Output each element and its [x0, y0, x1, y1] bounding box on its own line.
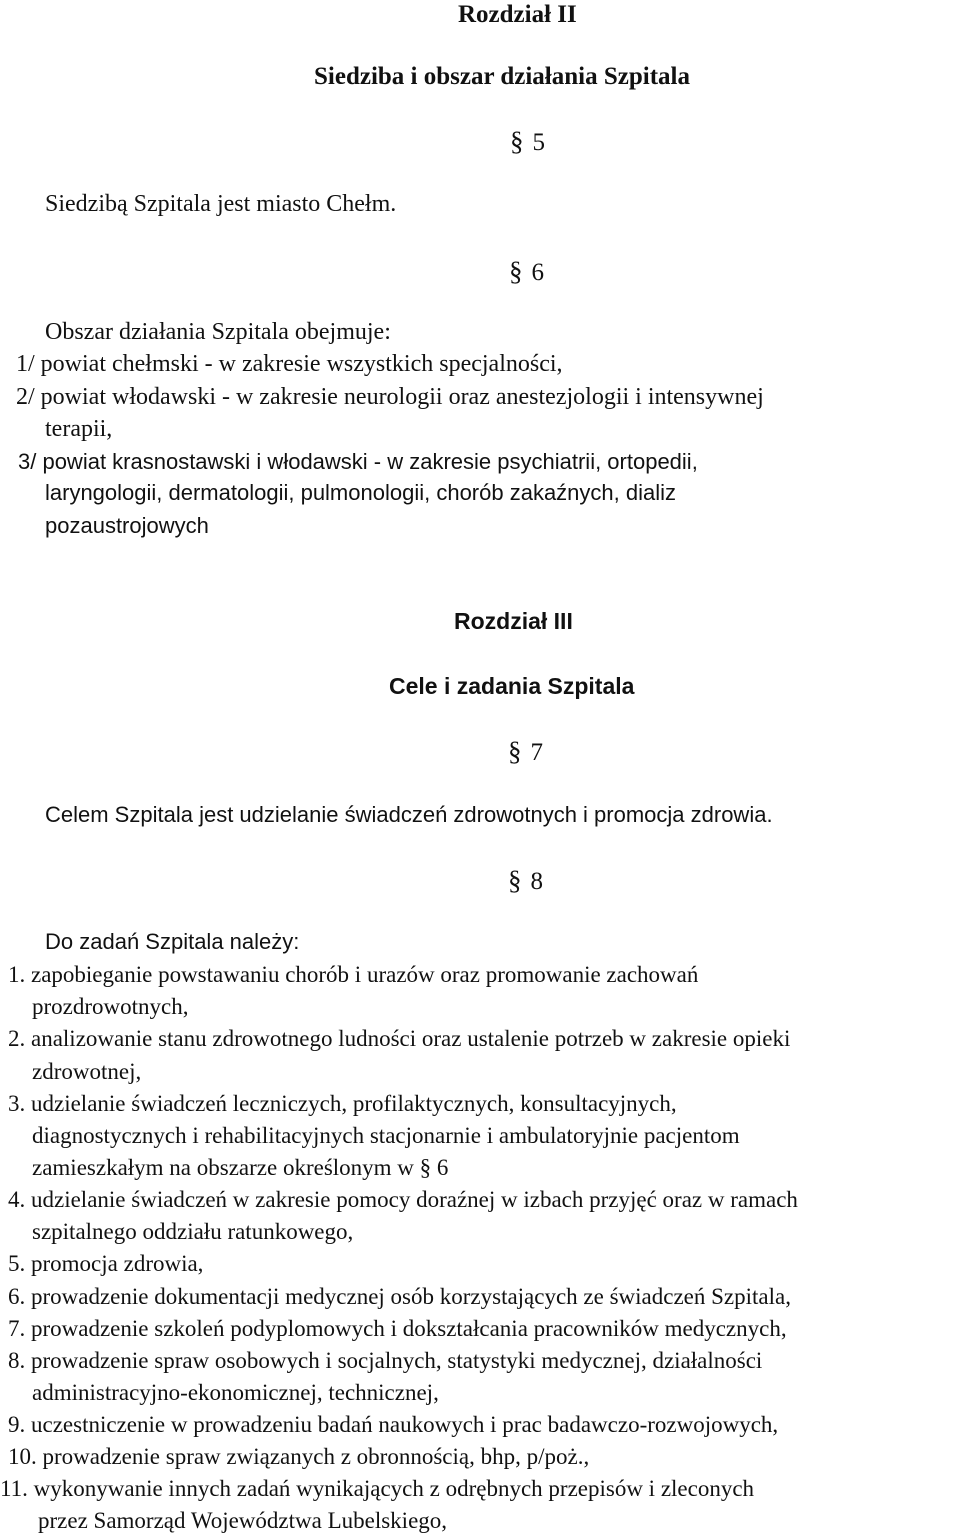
section-sign: § — [510, 126, 524, 156]
task-item-continuation: przez Samorząd Województwa Lubelskiego, — [38, 1508, 448, 1533]
section-number: 5 — [532, 129, 545, 156]
task-item: 9. uczestniczenie w prowadzeniu badań naukowych i prac badawczo-rozwojowych, — [8, 1412, 779, 1437]
section-7-text: Celem Szpitala jest udzielanie świadczeń zdrowotnych i promocja zdrowia. — [45, 802, 773, 827]
chapter-2-subtitle: Siedziba i obszar działania Szpitala — [314, 63, 690, 90]
area-item: 1/ powiat chełmski - w zakresie wszystkich specjalności, — [16, 351, 563, 377]
section-6-marker — [509, 258, 544, 285]
task-item: 6. prowadzenie dokumentacji medycznej osób korzystających ze świadczeń Szpitala, — [8, 1284, 791, 1309]
task-item-continuation: zdrowotnej, — [32, 1059, 142, 1084]
section-sign: § — [508, 736, 522, 766]
section-6-intro: Obszar działania Szpitala obejmuje: — [45, 319, 391, 345]
chapter-2-title: Rozdział II — [458, 1, 577, 28]
section-8-intro: Do zadań Szpitala należy: — [45, 929, 300, 954]
task-item-continuation: prozdrowotnych, — [32, 994, 189, 1019]
section-number: 8 — [530, 868, 543, 895]
section-8-marker — [508, 867, 543, 894]
section-sign: § — [508, 865, 522, 895]
task-item: 2. analizowanie stanu zdrowotnego ludności oraz ustalenie potrzeb w zakresie opieki — [8, 1026, 791, 1051]
section-number: 6 — [531, 259, 544, 286]
task-item: 8. prowadzenie spraw osobowych i socjalnych, statystyki medycznej, działalności — [8, 1348, 763, 1373]
task-item: 3. udzielanie świadczeń leczniczych, profilaktycznych, konsultacyjnych, — [8, 1091, 677, 1116]
area-item: 3/ powiat krasnostawski i włodawski - w zakresie psychiatrii, ortopedii, — [18, 449, 698, 474]
task-item-continuation: zamieszkałym na obszarze określonym w § 6 — [32, 1155, 449, 1180]
section-5-marker — [510, 128, 545, 155]
section-number: 7 — [530, 739, 543, 766]
task-item-continuation: szpitalnego oddziału ratunkowego, — [32, 1219, 354, 1244]
task-item: 7. prowadzenie szkoleń podyplomowych i dokształcania pracowników medycznych, — [8, 1316, 787, 1341]
task-item: 4. udzielanie świadczeń w zakresie pomocy doraźnej w izbach przyjęć oraz w ramach — [8, 1187, 798, 1212]
section-sign: § — [509, 256, 523, 286]
section-7-marker — [508, 738, 543, 765]
task-item: 1. zapobieganie powstawaniu chorób i urazów oraz promowanie zachowań — [8, 962, 699, 987]
section-5-text: Siedzibą Szpitala jest miasto Chełm. — [45, 191, 397, 217]
area-item-continuation: pozaustrojowych — [45, 513, 209, 538]
chapter-3-title: Rozdział III — [454, 608, 573, 634]
task-item-continuation: diagnostycznych i rehabilitacyjnych stacjonarnie i ambulatoryjnie pacjentom — [32, 1123, 740, 1148]
area-item-continuation: terapii, — [45, 416, 113, 442]
task-item: 11. wykonywanie innych zadań wynikających z odrębnych przepisów i zleconych — [0, 1476, 755, 1501]
area-item-continuation: laryngologii, dermatologii, pulmonologii, chorób zakaźnych, dializ — [45, 480, 677, 505]
task-item-continuation: administracyjno-ekonomicznej, technicznej, — [32, 1380, 439, 1405]
task-item: 10. prowadzenie spraw związanych z obronnością, bhp, p/poż., — [8, 1444, 590, 1469]
task-item: 5. promocja zdrowia, — [8, 1251, 204, 1276]
chapter-3-subtitle: Cele i zadania Szpitala — [389, 673, 635, 699]
area-item: 2/ powiat włodawski - w zakresie neurologii oraz anestezjologii i intensywnej — [16, 384, 764, 410]
